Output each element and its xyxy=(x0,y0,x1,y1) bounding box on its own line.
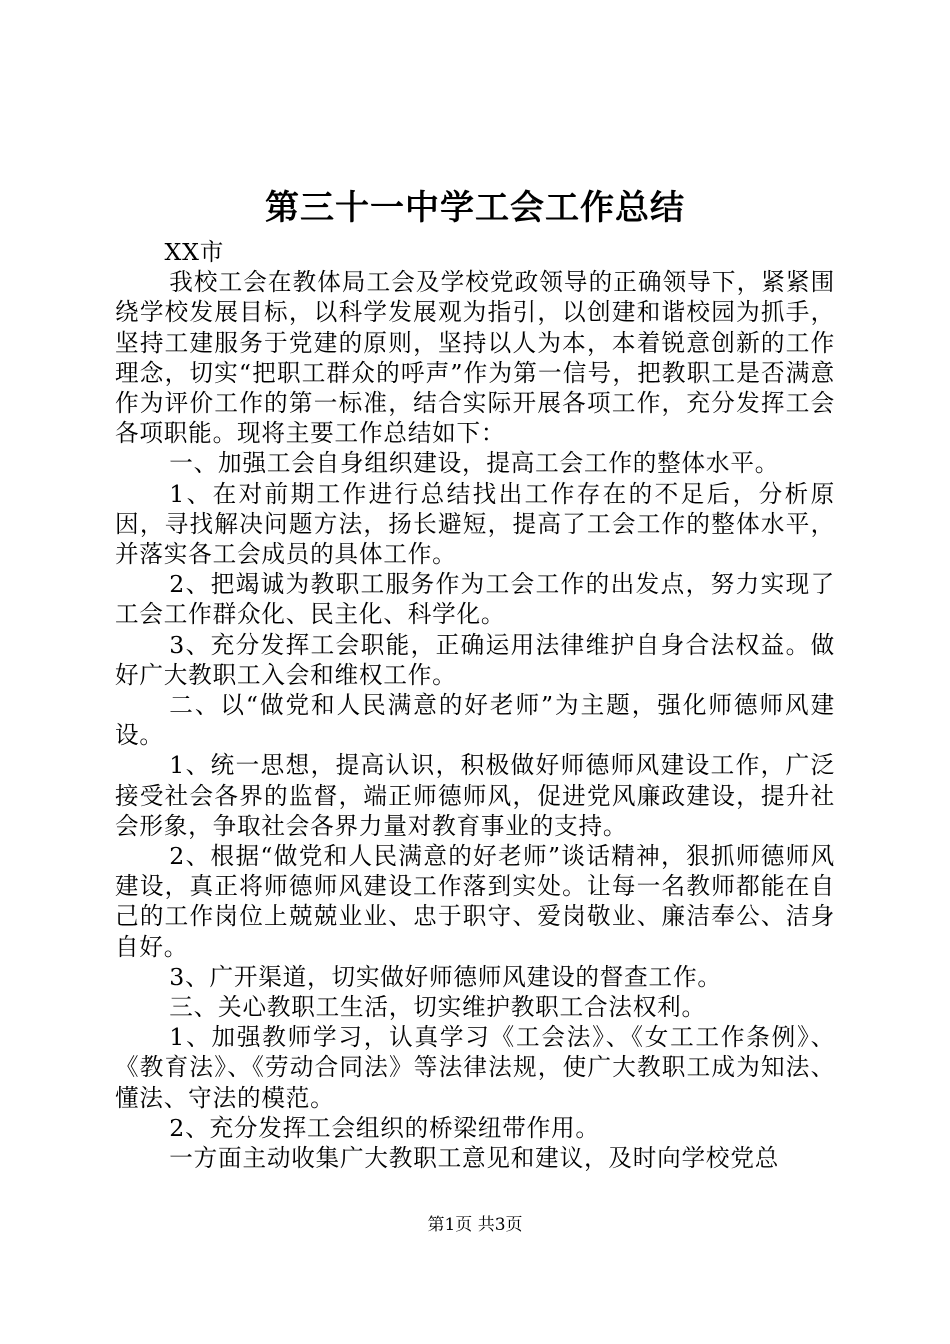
paragraph: 我校工会在教体局工会及学校党政领导的正确领导下，紧紧围绕学校发展目标，以科学发展观为指引，以创建和谐校园为抓手，坚持工建服务于党建的原则，坚持以人为本，本着锐意创新的工作理念，切实“把职工群众的呼声”作为第一信号，把教职工是否满意作为评价工作的第一标准，结合实际开展各项工作，充分发挥工会各项职能。现将主要工作总结如下： xyxy=(115,268,835,448)
city-line: XX市 xyxy=(164,238,225,266)
paragraph: 1、加强教师学习，认真学习《工会法》、《女工工作条例》、《教育法》、《劳动合同法》等法律法规，使广大教职工成为知法、懂法、守法的模范。 xyxy=(115,1023,835,1112)
paragraph: 2、充分发挥工会组织的桥梁纽带作用。 xyxy=(169,1113,600,1142)
document-body xyxy=(115,237,835,1173)
section-heading: 一、加强工会自身组织建设，提高工会工作的整体水平。 xyxy=(169,449,780,478)
paragraph: 2、把竭诚为教职工服务作为工会工作的出发点，努力实现了工会工作群众化、民主化、科学化。 xyxy=(115,570,835,629)
paragraph: 3、广开渠道，切实做好师德师风建设的督查工作。 xyxy=(169,962,722,991)
paragraph: 1、在对前期工作进行总结找出工作存在的不足后，分析原因，寻找解决问题方法，扬长避短，提高了工会工作的整体水平，并落实各工会成员的具体工作。 xyxy=(115,479,835,569)
section-heading: 二、以“做党和人民满意的好老师”为主题，强化师德师风建设。 xyxy=(115,691,835,750)
section-heading: 三、关心教职工生活，切实维护教职工合法权利。 xyxy=(169,993,706,1022)
paragraph: 3、充分发挥工会职能，正确运用法律维护自身合法权益。做好广大教职工入会和维权工作。 xyxy=(115,630,835,689)
paragraph: 1、统一思想，提高认识，积极做好师德师风建设工作，广泛接受社会各界的监督，端正师德师风，促进党风廉政建设，提升社会形象，争取社会各界力量对教育事业的支持。 xyxy=(115,751,835,840)
page-footer: 第1页 共3页 xyxy=(427,1215,523,1235)
paragraph: 2、根据“做党和人民满意的好老师”谈话精神，狠抓师德师风建设，真正将师德师风建设工作落到实处。让每一名教师都能在自己的工作岗位上兢兢业业、忠于职守、爱岗敬业、廉洁奉公、洁身自好。 xyxy=(115,842,835,961)
document-title: 第三十一中学工会工作总结 xyxy=(265,188,685,228)
paragraph: 一方面主动收集广大教职工意见和建议，及时向学校党总 xyxy=(169,1144,780,1173)
